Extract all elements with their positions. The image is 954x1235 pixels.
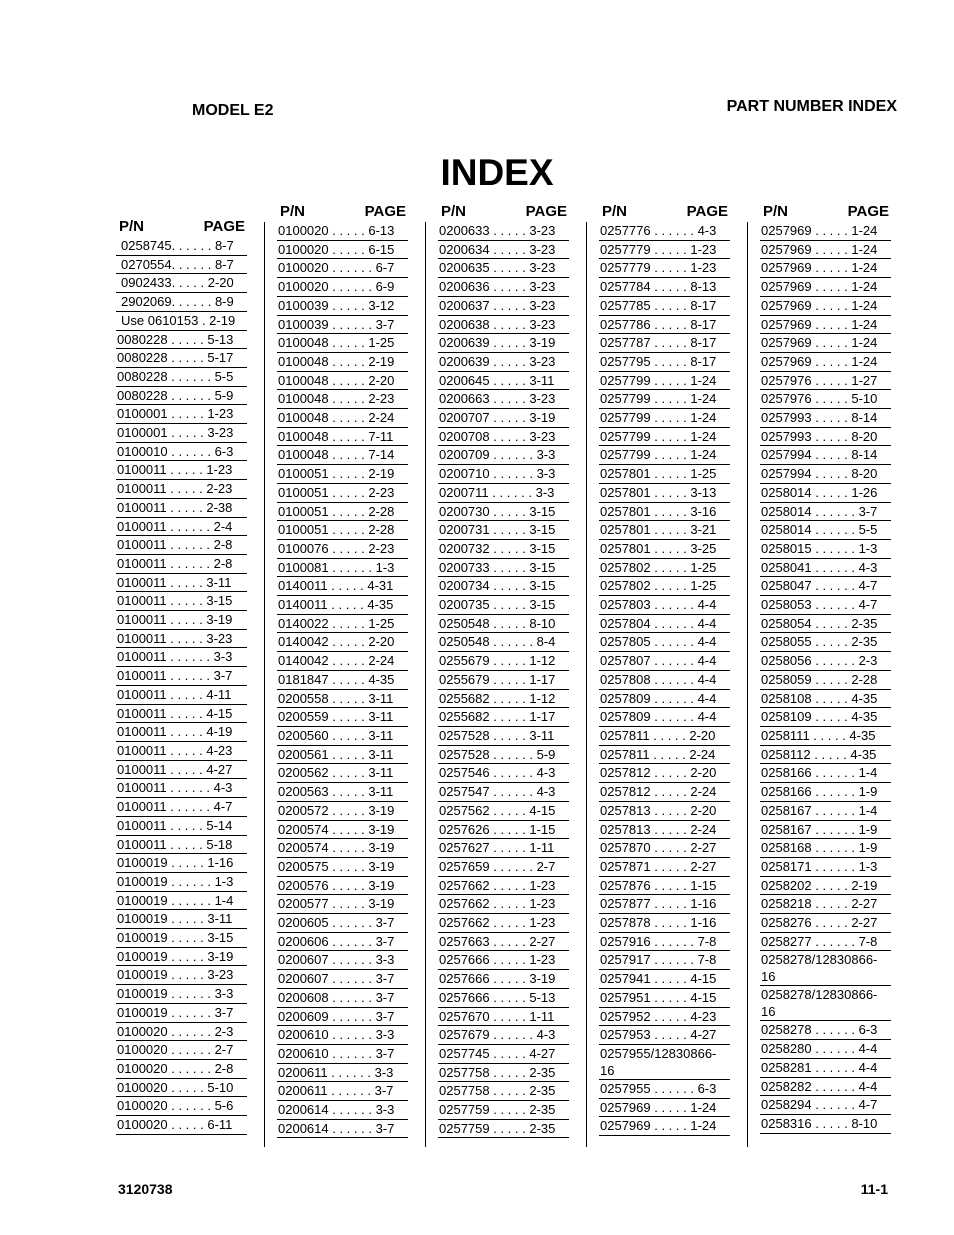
index-entry: 0080228 . . . . . 5-17 <box>116 349 247 368</box>
index-entry: 0200610 . . . . . . 3-3 <box>277 1026 408 1045</box>
index-entry: 0257809 . . . . . . 4-4 <box>599 690 730 709</box>
index-entry: 0257969 . . . . . 1-24 <box>760 334 891 353</box>
index-entry: 0100011 . . . . . . 2-4 <box>116 518 247 537</box>
index-entry: 0200634 . . . . . 3-23 <box>438 241 569 260</box>
page-header: PAGE <box>203 218 245 235</box>
index-entry: 0257562 . . . . . 4-15 <box>438 802 569 821</box>
index-entry: 0255679 . . . . . 1-12 <box>438 652 569 671</box>
index-entry: 0257662 . . . . . 1-23 <box>438 877 569 896</box>
index-entry: 0200562 . . . . . 3-11 <box>277 764 408 783</box>
index-entry: 0257812 . . . . . 2-24 <box>599 783 730 802</box>
index-entry: 0257952 . . . . . 4-23 <box>599 1008 730 1027</box>
index-entry: 0258316 . . . . . 8-10 <box>760 1115 891 1134</box>
page-header: PAGE <box>847 203 889 220</box>
index-entry: 0902433. . . . . 2-20 <box>116 274 247 293</box>
index-entry: 0100019 . . . . . 3-19 <box>116 948 247 967</box>
index-entry: 0258278/12830866-16 <box>760 986 891 1021</box>
index-entry: 0257951 . . . . . 4-15 <box>599 989 730 1008</box>
index-entry: 0200611 . . . . . . 3-7 <box>277 1082 408 1101</box>
index-entry: 0258014 . . . . . . 5-5 <box>760 521 891 540</box>
index-entry: 0100048 . . . . . 7-11 <box>277 428 408 447</box>
index-column-2 <box>277 203 408 1138</box>
index-entry: 0257811 . . . . . 2-20 <box>599 727 730 746</box>
index-entry: 0200637 . . . . . 3-23 <box>438 297 569 316</box>
index-entry: 0080228 . . . . . 5-13 <box>116 331 247 350</box>
index-entry: 0257528 . . . . . . 5-9 <box>438 746 569 765</box>
index-column-4 <box>599 203 730 1136</box>
index-entry: 0140022 . . . . . 1-25 <box>277 615 408 634</box>
index-entry: 0258167 . . . . . . 1-9 <box>760 821 891 840</box>
index-entry: 0200710 . . . . . . 3-3 <box>438 465 569 484</box>
index-entry: 0257813 . . . . . 2-24 <box>599 821 730 840</box>
index-entry: 0258168 . . . . . . 1-9 <box>760 839 891 858</box>
index-entry: 0257805 . . . . . . 4-4 <box>599 633 730 652</box>
index-entry: 0258281 . . . . . . 4-4 <box>760 1059 891 1078</box>
index-entry: 0100019 . . . . . . 3-3 <box>116 985 247 1004</box>
index-entry: 0257969 . . . . . 1-24 <box>760 241 891 260</box>
index-entry: 0200733 . . . . . 3-15 <box>438 559 569 578</box>
index-entry: 0200633 . . . . . 3-23 <box>438 222 569 241</box>
index-entry: 0257795 . . . . . 8-17 <box>599 353 730 372</box>
index-column-5 <box>760 203 891 1134</box>
index-entry: 0257779 . . . . . 1-23 <box>599 241 730 260</box>
index-entry: 0200572 . . . . . 3-19 <box>277 802 408 821</box>
index-entry: 0100011 . . . . . . 3-3 <box>116 648 247 667</box>
index-entry: 2902069. . . . . . 8-9 <box>116 293 247 312</box>
pn-header: P/N <box>280 203 306 220</box>
index-entry: 0100011 . . . . . 1-23 <box>116 461 247 480</box>
index-entry: 0255682 . . . . . 1-12 <box>438 690 569 709</box>
index-entry: 0100019 . . . . . . 1-3 <box>116 873 247 892</box>
index-entry: 0257662 . . . . . 1-23 <box>438 914 569 933</box>
index-entry: 0257955/12830866-16 <box>599 1045 730 1080</box>
index-column-3 <box>438 203 569 1138</box>
index-entry: 0258166 . . . . . . 1-9 <box>760 783 891 802</box>
index-entry: 0257813 . . . . . 2-20 <box>599 802 730 821</box>
index-entry: 0257969 . . . . . 1-24 <box>760 297 891 316</box>
index-entry: 0258056 . . . . . . 2-3 <box>760 652 891 671</box>
index-entry: 0258277 . . . . . . 7-8 <box>760 933 891 952</box>
index-entry: 0100020 . . . . . 6-13 <box>277 222 408 241</box>
index-entry: 0257953 . . . . . 4-27 <box>599 1026 730 1045</box>
index-entry: 0257663 . . . . . 2-27 <box>438 933 569 952</box>
index-entry: 0257779 . . . . . 1-23 <box>599 259 730 278</box>
index-entry: 0200610 . . . . . . 3-7 <box>277 1045 408 1064</box>
index-entry: 0100011 . . . . . . 2-8 <box>116 555 247 574</box>
index-entry: 0258280 . . . . . . 4-4 <box>760 1040 891 1059</box>
index-entry: 0257784 . . . . . 8-13 <box>599 278 730 297</box>
index-entry: 0250548 . . . . . . 8-4 <box>438 633 569 652</box>
index-entry: 0257878 . . . . . 1-16 <box>599 914 730 933</box>
index-entry: 0100011 . . . . . 4-11 <box>116 686 247 705</box>
index-entry: 0200708 . . . . . 3-23 <box>438 428 569 447</box>
index-entry: 0257666 . . . . . 5-13 <box>438 989 569 1008</box>
index-entry: 0100048 . . . . . 2-19 <box>277 353 408 372</box>
index-entry: 0100011 . . . . . . 4-7 <box>116 798 247 817</box>
index-entry: 0257969 . . . . . 1-24 <box>599 1099 730 1118</box>
index-entry: 0257877 . . . . . 1-16 <box>599 895 730 914</box>
index-entry: 0258278/12830866-16 <box>760 951 891 986</box>
index-entry: 0257804 . . . . . . 4-4 <box>599 615 730 634</box>
index-entry: 0100011 . . . . . 4-23 <box>116 742 247 761</box>
index-entry: 0100019 . . . . . 1-16 <box>116 854 247 873</box>
index-entry: 0257809 . . . . . . 4-4 <box>599 708 730 727</box>
index-entry: 0258055 . . . . . 2-35 <box>760 633 891 652</box>
index-entry: 0100019 . . . . . 3-15 <box>116 929 247 948</box>
page-header: PAGE <box>525 203 567 220</box>
index-entry: 0100020 . . . . . . 5-6 <box>116 1097 247 1116</box>
index-entry: 0257799 . . . . . 1-24 <box>599 390 730 409</box>
index-entry: 0257802 . . . . . 1-25 <box>599 577 730 596</box>
index-entry: 0257803 . . . . . . 4-4 <box>599 596 730 615</box>
index-entry: 0257799 . . . . . 1-24 <box>599 372 730 391</box>
index-entry: 0257785 . . . . . 8-17 <box>599 297 730 316</box>
index-entry: 0257758 . . . . . 2-35 <box>438 1082 569 1101</box>
index-entry: 0100020 . . . . . 6-11 <box>116 1116 247 1135</box>
index-entry: 0200558 . . . . . 3-11 <box>277 690 408 709</box>
index-entry: 0140042 . . . . . 2-20 <box>277 633 408 652</box>
index-entry: 0100019 . . . . . 3-11 <box>116 910 247 929</box>
index-entry: 0258166 . . . . . . 1-4 <box>760 764 891 783</box>
index-entry: 0257670 . . . . . 1-11 <box>438 1008 569 1027</box>
index-entry: 0100011 . . . . . 3-23 <box>116 630 247 649</box>
index-entry: 0257870 . . . . . 2-27 <box>599 839 730 858</box>
pn-header: P/N <box>441 203 467 220</box>
index-entry: 0200639 . . . . . 3-19 <box>438 334 569 353</box>
index-entry: 0200574 . . . . . 3-19 <box>277 821 408 840</box>
index-entry: 0257799 . . . . . 1-24 <box>599 409 730 428</box>
index-entry: 0257799 . . . . . 1-24 <box>599 428 730 447</box>
index-entry: 0258015 . . . . . . 1-3 <box>760 540 891 559</box>
index-entry: 0257547 . . . . . . 4-3 <box>438 783 569 802</box>
index-entry: 0257801 . . . . . 3-25 <box>599 540 730 559</box>
index-entry: 0257528 . . . . . 3-11 <box>438 727 569 746</box>
index-entry: 0257941 . . . . . 4-15 <box>599 970 730 989</box>
index-entry: 0100011 . . . . . 2-38 <box>116 499 247 518</box>
index-entry: 0200711 . . . . . . 3-3 <box>438 484 569 503</box>
column-header <box>116 218 247 237</box>
index-entry: 0200575 . . . . . 3-19 <box>277 858 408 877</box>
index-entry: 0258282 . . . . . . 4-4 <box>760 1078 891 1097</box>
index-entry: 0255682 . . . . . 1-17 <box>438 708 569 727</box>
index-entry: 0100039 . . . . . 3-12 <box>277 297 408 316</box>
index-entry: 0257969 . . . . . 1-24 <box>760 259 891 278</box>
index-entry: 0200635 . . . . . 3-23 <box>438 259 569 278</box>
index-entry: 0257994 . . . . . 8-20 <box>760 465 891 484</box>
index-entry: 0100011 . . . . . 4-15 <box>116 705 247 724</box>
index-entry: 0200732 . . . . . 3-15 <box>438 540 569 559</box>
index-entry: 0258041 . . . . . . 4-3 <box>760 559 891 578</box>
index-entry: 0257994 . . . . . 8-14 <box>760 446 891 465</box>
index-entry: 0257662 . . . . . 1-23 <box>438 895 569 914</box>
index-entry: 0100039 . . . . . . 3-7 <box>277 316 408 335</box>
index-entry: 0257759 . . . . . 2-35 <box>438 1101 569 1120</box>
index-entry: 0200638 . . . . . 3-23 <box>438 316 569 335</box>
index-entry: 0200614 . . . . . . 3-7 <box>277 1120 408 1139</box>
index-entry: 0100010 . . . . . . 6-3 <box>116 443 247 462</box>
index-entry: 0140011 . . . . . 4-35 <box>277 596 408 615</box>
index-entry: 0200611 . . . . . . 3-3 <box>277 1064 408 1083</box>
index-entry: 0257969 . . . . . 1-24 <box>760 222 891 241</box>
index-entry: 0100011 . . . . . 2-23 <box>116 480 247 499</box>
index-entry: 0258047 . . . . . . 4-7 <box>760 577 891 596</box>
index-entry: 0200645 . . . . . 3-11 <box>438 372 569 391</box>
index-entry: 0100011 . . . . . . 3-7 <box>116 667 247 686</box>
index-entry: Use 0610153 . 2-19 <box>116 312 247 331</box>
index-entry: 0257786 . . . . . 8-17 <box>599 316 730 335</box>
index-entry: 0100001 . . . . . 1-23 <box>116 405 247 424</box>
index-entry: 0100020 . . . . . . 2-3 <box>116 1023 247 1042</box>
index-entry: 0258109 . . . . . 4-35 <box>760 708 891 727</box>
page-title: INDEX <box>440 152 554 193</box>
index-entry: 0258202 . . . . . 2-19 <box>760 877 891 896</box>
index-entry: 0257758 . . . . . 2-35 <box>438 1064 569 1083</box>
index-entry: 0200735 . . . . . 3-15 <box>438 596 569 615</box>
index-entry: 0257546 . . . . . . 4-3 <box>438 764 569 783</box>
index-entry: 0200730 . . . . . 3-15 <box>438 503 569 522</box>
index-entry: 0257969 . . . . . 1-24 <box>760 278 891 297</box>
index-entry: 0257679 . . . . . . 4-3 <box>438 1026 569 1045</box>
index-entry: 0100019 . . . . . . 1-4 <box>116 892 247 911</box>
index-entry: 0100011 . . . . . . 2-8 <box>116 536 247 555</box>
index-entry: 0200606 . . . . . . 3-7 <box>277 933 408 952</box>
pn-header: P/N <box>119 218 145 235</box>
index-entry: 0257976 . . . . . 1-27 <box>760 372 891 391</box>
index-entry: 0257969 . . . . . 1-24 <box>599 1117 730 1136</box>
index-entry: 0140042 . . . . . 2-24 <box>277 652 408 671</box>
page-header: PAGE <box>364 203 406 220</box>
index-entry: 0100048 . . . . . 2-24 <box>277 409 408 428</box>
index-entry: 0100011 . . . . . 5-18 <box>116 836 247 855</box>
index-entry: 0100019 . . . . . . 3-7 <box>116 1004 247 1023</box>
index-entry: 0258054 . . . . . 2-35 <box>760 615 891 634</box>
index-entry: 0258014 . . . . . . 3-7 <box>760 503 891 522</box>
index-entry: 0258218 . . . . . 2-27 <box>760 895 891 914</box>
index-entry: 0100011 . . . . . 3-15 <box>116 592 247 611</box>
index-entry: 0200607 . . . . . . 3-7 <box>277 970 408 989</box>
page-header: PAGE <box>686 203 728 220</box>
index-entry: 0200577 . . . . . 3-19 <box>277 895 408 914</box>
index-entry: 0200734 . . . . . 3-15 <box>438 577 569 596</box>
index-entry: 0200608 . . . . . . 3-7 <box>277 989 408 1008</box>
index-entry: 0257801 . . . . . 3-21 <box>599 521 730 540</box>
index-entry: 0257811 . . . . . 2-24 <box>599 746 730 765</box>
index-entry: 0100011 . . . . . 4-27 <box>116 761 247 780</box>
index-entry: 0140011 . . . . . 4-31 <box>277 577 408 596</box>
index-entry: 0258171 . . . . . . 1-3 <box>760 858 891 877</box>
index-entry: 0257812 . . . . . 2-20 <box>599 764 730 783</box>
index-entry: 0200614 . . . . . . 3-3 <box>277 1101 408 1120</box>
index-entry: 0100019 . . . . . 3-23 <box>116 966 247 985</box>
index-entry: 0200574 . . . . . 3-19 <box>277 839 408 858</box>
index-entry: 0080228 . . . . . . 5-9 <box>116 387 247 406</box>
column-divider <box>586 222 587 1147</box>
index-entry: 0200607 . . . . . . 3-3 <box>277 951 408 970</box>
index-entry: 0257993 . . . . . 8-14 <box>760 409 891 428</box>
index-entry: 0100051 . . . . . 2-23 <box>277 484 408 503</box>
index-entry: 0100011 . . . . . . 4-3 <box>116 779 247 798</box>
index-entry: 0100081 . . . . . . 1-3 <box>277 559 408 578</box>
index-entry: 0258053 . . . . . . 4-7 <box>760 596 891 615</box>
index-entry: 0257759 . . . . . 2-35 <box>438 1120 569 1139</box>
index-entry: 0257876 . . . . . 1-15 <box>599 877 730 896</box>
column-header <box>277 203 408 222</box>
index-entry: 0258278 . . . . . . 6-3 <box>760 1021 891 1040</box>
index-entry: 0200563 . . . . . 3-11 <box>277 783 408 802</box>
model-label: MODEL E2 <box>192 102 274 119</box>
index-entry: 0200639 . . . . . 3-23 <box>438 353 569 372</box>
index-entry: 0258167 . . . . . . 1-4 <box>760 802 891 821</box>
index-entry: 0258059 . . . . . 2-28 <box>760 671 891 690</box>
index-entry: 0258014 . . . . . 1-26 <box>760 484 891 503</box>
index-entry: 0200561 . . . . . 3-11 <box>277 746 408 765</box>
column-divider <box>425 222 426 1147</box>
index-entry: 0200731 . . . . . 3-15 <box>438 521 569 540</box>
index-entry: 0100020 . . . . . . 2-8 <box>116 1060 247 1079</box>
index-entry: 0100048 . . . . . 2-23 <box>277 390 408 409</box>
index-entry: 0200559 . . . . . 3-11 <box>277 708 408 727</box>
index-entry: 0270554. . . . . . 8-7 <box>116 256 247 275</box>
index-entry: 0200609 . . . . . . 3-7 <box>277 1008 408 1027</box>
column-divider <box>264 222 265 1147</box>
index-entry: 0257787 . . . . . 8-17 <box>599 334 730 353</box>
index-entry: 0257666 . . . . . 1-23 <box>438 951 569 970</box>
index-entry: 0100020 . . . . . . 6-7 <box>277 259 408 278</box>
index-entry: 0080228 . . . . . . 5-5 <box>116 368 247 387</box>
column-header <box>599 203 730 222</box>
index-entry: 0100020 . . . . . 6-15 <box>277 241 408 260</box>
index-entry: 0200576 . . . . . 3-19 <box>277 877 408 896</box>
index-entry: 0257801 . . . . . 3-13 <box>599 484 730 503</box>
index-entry: 0100011 . . . . . 5-14 <box>116 817 247 836</box>
index-entry: 0258112 . . . . . 4-35 <box>760 746 891 765</box>
index-entry: 0258294 . . . . . . 4-7 <box>760 1096 891 1115</box>
index-entry: 0257993 . . . . . 8-20 <box>760 428 891 447</box>
index-entry: 0200663 . . . . . 3-23 <box>438 390 569 409</box>
index-entry: 0257627 . . . . . 1-11 <box>438 839 569 858</box>
index-entry: 0100051 . . . . . 2-28 <box>277 521 408 540</box>
index-entry: 0257745 . . . . . 4-27 <box>438 1045 569 1064</box>
document-number: 3120738 <box>118 1181 173 1197</box>
index-entry: 0257976 . . . . . 5-10 <box>760 390 891 409</box>
column-header <box>438 203 569 222</box>
index-entry: 0100001 . . . . . 3-23 <box>116 424 247 443</box>
index-entry: 0100020 . . . . . 5-10 <box>116 1079 247 1098</box>
index-entry: 0257801 . . . . . 3-16 <box>599 503 730 522</box>
index-entry: 0100048 . . . . . 7-14 <box>277 446 408 465</box>
index-entry: 0100020 . . . . . . 6-9 <box>277 278 408 297</box>
index-entry: 0257799 . . . . . 1-24 <box>599 446 730 465</box>
index-entry: 0100011 . . . . . 3-11 <box>116 574 247 593</box>
index-entry: 0257626 . . . . . 1-15 <box>438 821 569 840</box>
index-entry: 0181847 . . . . . 4-35 <box>277 671 408 690</box>
column-header <box>760 203 891 222</box>
index-entry: 0100048 . . . . . 1-25 <box>277 334 408 353</box>
index-entry: 0200560 . . . . . 3-11 <box>277 727 408 746</box>
index-entry: 0100048 . . . . . 2-20 <box>277 372 408 391</box>
index-entry: 0200636 . . . . . 3-23 <box>438 278 569 297</box>
page-number: 11-1 <box>860 1181 888 1197</box>
index-entry: 0100011 . . . . . 4-19 <box>116 723 247 742</box>
section-label: PART NUMBER INDEX <box>726 98 897 115</box>
index-entry: 0258111 . . . . . 4-35 <box>760 727 891 746</box>
column-divider <box>747 222 748 1147</box>
index-entry: 0200709 . . . . . . 3-3 <box>438 446 569 465</box>
index-entry: 0257916 . . . . . . 7-8 <box>599 933 730 952</box>
index-entry: 0200605 . . . . . . 3-7 <box>277 914 408 933</box>
index-entry: 0258108 . . . . . 4-35 <box>760 690 891 709</box>
index-entry: 0250548 . . . . . 8-10 <box>438 615 569 634</box>
index-entry: 0257955 . . . . . . 6-3 <box>599 1080 730 1099</box>
index-column-1 <box>116 218 247 1135</box>
index-entry: 0100076 . . . . . 2-23 <box>277 540 408 559</box>
index-entry: 0257871 . . . . . 2-27 <box>599 858 730 877</box>
index-entry: 0257802 . . . . . 1-25 <box>599 559 730 578</box>
pn-header: P/N <box>602 203 628 220</box>
index-entry: 0257808 . . . . . . 4-4 <box>599 671 730 690</box>
index-entry: 0258276 . . . . . 2-27 <box>760 914 891 933</box>
index-entry: 0257969 . . . . . 1-24 <box>760 316 891 335</box>
pn-header: P/N <box>763 203 789 220</box>
index-entry: 0257807 . . . . . . 4-4 <box>599 652 730 671</box>
index-entry: 0100051 . . . . . 2-19 <box>277 465 408 484</box>
index-entry: 0257917 . . . . . . 7-8 <box>599 951 730 970</box>
index-entry: 0257776 . . . . . . 4-3 <box>599 222 730 241</box>
index-entry: 0257969 . . . . . 1-24 <box>760 353 891 372</box>
index-entry: 0258745. . . . . . 8-7 <box>116 237 247 256</box>
index-entry: 0257659 . . . . . . 2-7 <box>438 858 569 877</box>
index-entry: 0257666 . . . . . 3-19 <box>438 970 569 989</box>
index-entry: 0255679 . . . . . 1-17 <box>438 671 569 690</box>
index-entry: 0100020 . . . . . . 2-7 <box>116 1041 247 1060</box>
index-entry: 0100011 . . . . . 3-19 <box>116 611 247 630</box>
index-entry: 0200707 . . . . . 3-19 <box>438 409 569 428</box>
index-entry: 0100051 . . . . . 2-28 <box>277 503 408 522</box>
index-entry: 0257801 . . . . . 1-25 <box>599 465 730 484</box>
